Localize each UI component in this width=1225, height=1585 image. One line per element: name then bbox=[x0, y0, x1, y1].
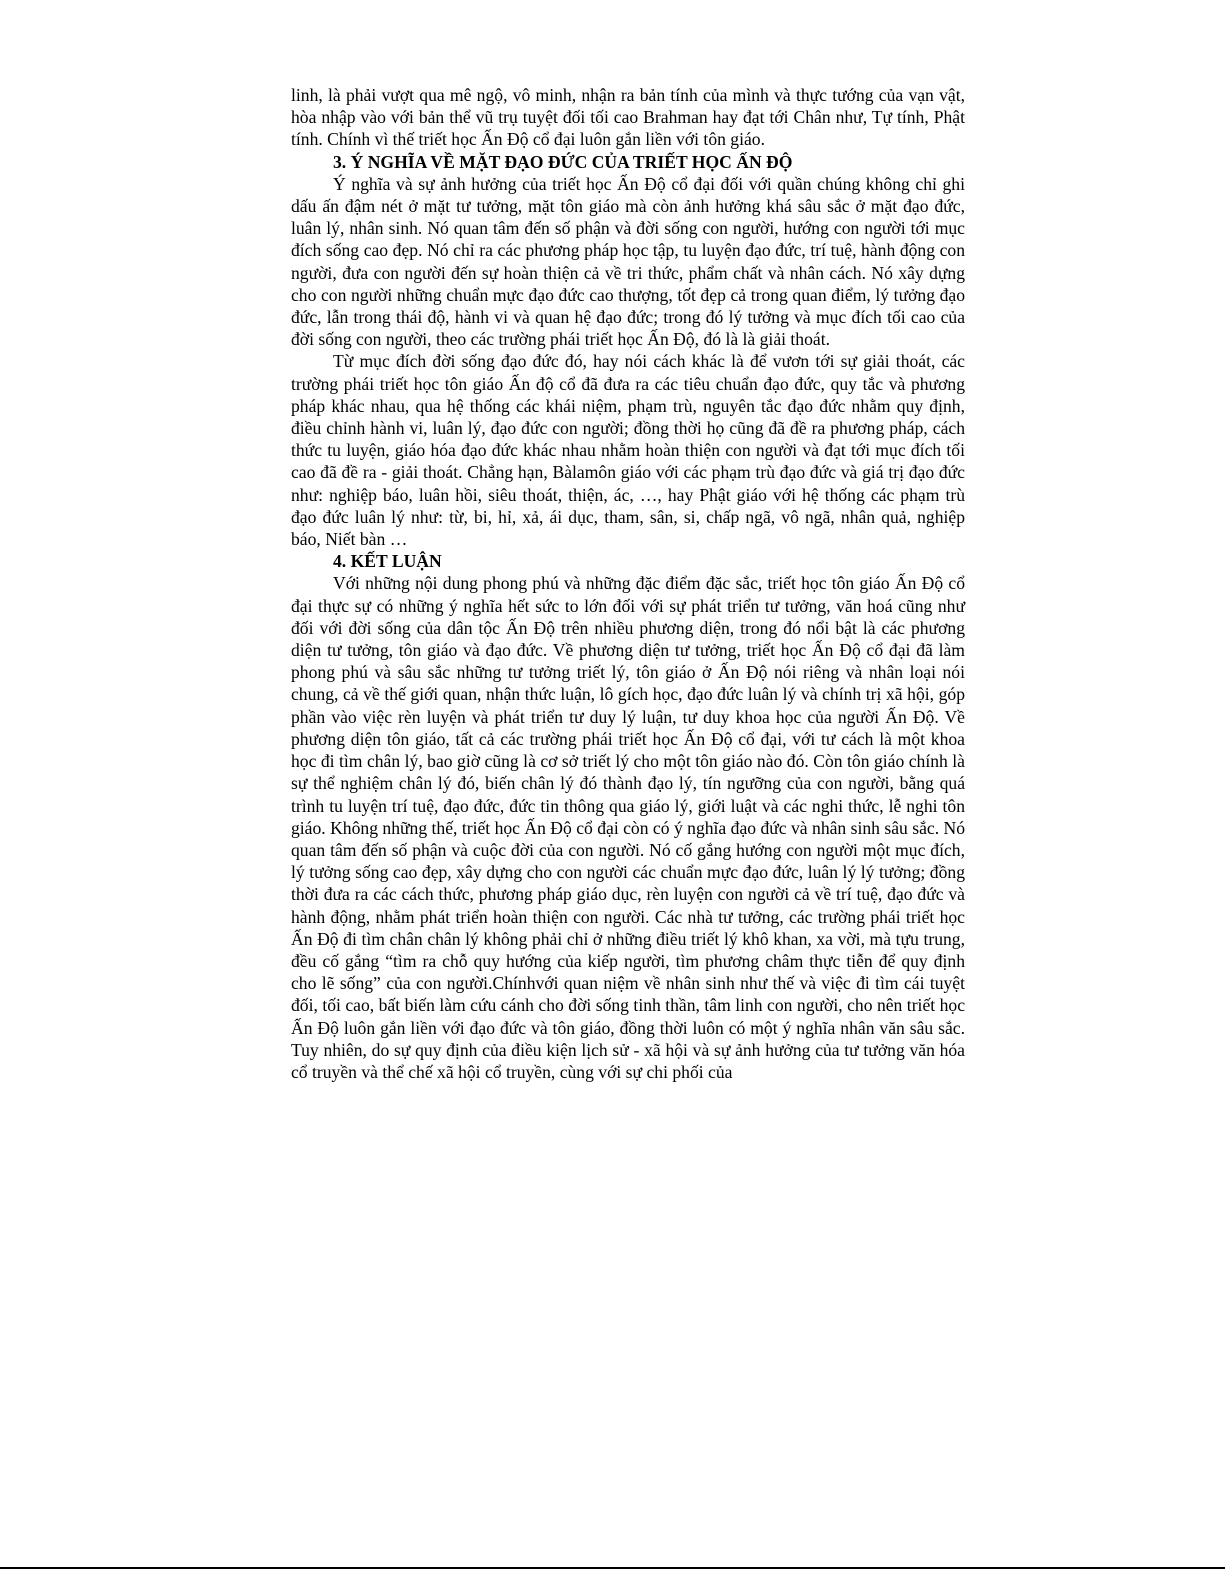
section-heading-4: 4. KẾT LUẬN bbox=[333, 551, 442, 572]
body-paragraph: Ý nghĩa và sự ảnh hưởng của triết học Ấn Độ cổ đại đối với quần chúng không chỉ ghi dấu ấn đậm nét ở mặt tư tưởng, mặt tôn giáo mà còn ảnh hưởng khá sâu sắc ở mặt đạo đức, luân lý, nhân sinh. Nó quan tâm đến số phận và đời sống con người, hướng con người tới mục đích sống cao đẹp. Nó chỉ ra các phương pháp học tập, tu luyện đạo đức, trí tuệ, hành động con người, đưa con người đến sự hoàn thiện cả về tri thức, phẩm chất và nhân cách. Nó xây dựng cho con người những chuẩn mực đạo đức cao thượng, tốt đẹp cả trong quan điểm, lý tưởng đạo đức, lẫn trong thái độ, hành vi và quan hệ đạo đức; trong đó lý tưởng và mục đích tối cao của đời sống con người, theo các trường phái triết học Ấn Độ, đó là là giải thoát. bbox=[291, 173, 965, 350]
section-heading-3: 3. Ý NGHĨA VỀ MẶT ĐẠO ĐỨC CỦA TRIẾT HỌC ẤN ĐỘ bbox=[333, 151, 793, 172]
body-paragraph: Từ mục đích đời sống đạo đức đó, hay nói cách khác là để vươn tới sự giải thoát, các trường phái triết học tôn giáo Ấn độ cổ đã đưa ra các tiêu chuẩn đạo đức, quy tắc và phương pháp khác nhau, qua hệ thống các khái niệm, phạm trù, nguyên tắc đạo đức nhằm quy định, điều chỉnh hành vi, luân lý, đạo đức con người; đồng thời họ cũng đã đề ra phương pháp, cách thức tu luyện, giáo hóa đạo đức khác nhau nhằm hoàn thiện con người và đạt tới mục đích tối cao đã đề ra - giải thoát. Chẳng hạn, Bàlamôn giáo với các phạm trù đạo đức và giá trị đạo đức như: nghiệp báo, luân hồi, siêu thoát, thiện, ác, …, hay Phật giáo với hệ thống các phạm trù đạo đức luân lý như: từ, bi, hỉ, xả, ái dục, tham, sân, si, chấp ngã, vô ngã, nhân quả, nghiệp báo, Niết bàn … bbox=[291, 351, 965, 550]
page-bottom-divider bbox=[0, 1567, 1225, 1569]
body-paragraph: Với những nội dung phong phú và những đặc điểm đặc sắc, triết học tôn giáo Ấn Độ cổ đại thực sự có những ý nghĩa hết sức to lớn đối với sự phát triển tư tưởng, văn hoá cũng như đối với đời sống của dân tộc Ấn Độ trên nhiều phương diện, trong đó nổi bật là các phương diện tư tưởng, tôn giáo và đạo đức. Về phương diện tư tưởng, triết học Ấn Độ cổ đại đã làm phong phú và sâu sắc những tư tưởng triết lý, tôn giáo ở Ấn Độ nói riêng và nhân loại nói chung, cả về thế giới quan, nhận thức luận, lô gích học, đạo đức luân lý và chính trị xã hội, góp phần vào việc rèn luyện và phát triển tư duy lý luận, tư duy khoa học của người Ấn Độ. Về phương diện tôn giáo, tất cả các trường phái triết học Ấn Độ cổ đại, với tư cách là một khoa học đi tìm chân lý, bao giờ cũng là cơ sở triết lý cho một tôn giáo nào đó. Còn tôn giáo chính là sự thể nghiệm chân lý đó, biến chân lý đó thành đạo lý, tín ngưỡng của con người, bằng quá trình tu luyện trí tuệ, đạo đức, đức tin thông qua giáo lý, giới luật và các nghi thức, lễ nghi tôn giáo. Không những thế, triết học Ấn Độ cổ đại còn có ý nghĩa đạo đức và nhân sinh sâu sắc. Nó quan tâm đến số phận và cuộc đời của con người. Nó cố gắng hướng con người một mục đích, lý tưởng sống cao đẹp, xây dựng cho con người các chuẩn mực đạo đức, luân lý lý tưởng; đồng thời đưa ra các cách thức, phương pháp giáo dục, rèn luyện con người cả về trí tuệ, đạo đức và hành động, nhằm phát triển hoàn thiện con người. Các nhà tư tưởng, các trường phái triết học Ấn Độ đi tìm chân chân lý không phải chỉ ở những điều triết lý khô khan, xa vời, mà tựu trung, đều cố gắng “tìm ra chỗ quy hướng của kiếp người, tìm phương châm thực tiễn để quy định cho lẽ sống” của con người.Chínhvới quan niệm về nhân sinh như thế và việc đi tìm cái tuyệt đối, tối cao, bất biến làm cứu cánh cho đời sống tinh thần, tâm linh con người, cho nên triết học Ấn Độ luôn gắn liền với đạo đức và tôn giáo, đồng thời luôn có một ý nghĩa nhân văn sâu sắc. Tuy nhiên, do sự quy định của điều kiện lịch sử - xã hội và sự ảnh hưởng của tư tưởng văn hóa cổ truyền và thể chế xã hội cổ truyền, cùng với sự chi phối của bbox=[291, 573, 965, 1082]
continuation-paragraph: linh, là phải vượt qua mê ngộ, vô minh, nhận ra bản tính của mình và thực tướng của vạn vật, hòa nhập vào với bản thể vũ trụ tuyệt đối tối cao Brahman hay đạt tới Chân như, Tự tính, Phật tính. Chính vì thế triết học Ấn Độ cổ đại luôn gắn liền với tôn giáo. bbox=[291, 85, 965, 150]
document-body bbox=[291, 84, 965, 1083]
